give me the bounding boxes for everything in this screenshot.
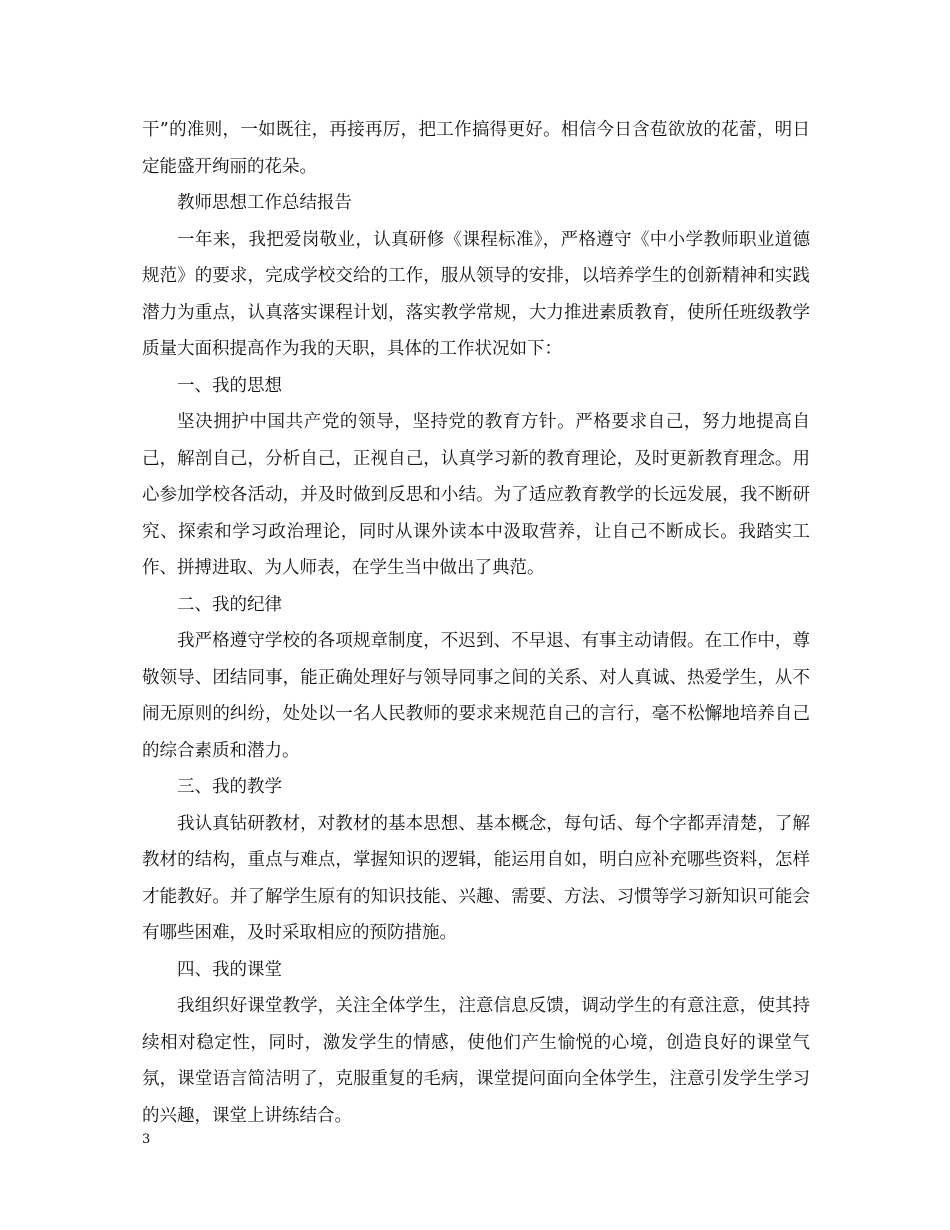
section-heading-thought: 一、我的思想 bbox=[177, 375, 282, 396]
section-heading-discipline: 二、我的纪律 bbox=[177, 594, 282, 615]
document-body bbox=[142, 112, 810, 1134]
paragraph-teaching: 我认真钻研教材，对教材的基本思想、基本概念，每句话、每个字都弄清楚，了解教材的结构，重点与难点，掌握知识的逻辑，能运用自如，明白应补充哪些资料，怎样才能教好。并了解学生原有的知识技能、兴趣、需要、方法、习惯等学习新知识可能会有哪些困难，及时采取相应的预防措施。 bbox=[142, 813, 810, 943]
paragraph-classroom: 我组织好课堂教学，关注全体学生，注意信息反馈，调动学生的有意注意，使其持续相对稳定性，同时，激发学生的情感，使他们产生愉悦的心境，创造良好的课堂气氛，课堂语言简洁明了，克服重复的毛病，课堂提问面向全体学生，注意引发学生学习的兴趣，课堂上讲练结合。 bbox=[142, 996, 810, 1126]
section-heading-teaching: 三、我的教学 bbox=[177, 777, 282, 797]
page-number: 3 bbox=[142, 1132, 151, 1147]
paragraph-thought: 坚决拥护中国共产党的领导，坚持党的教育方针。严格要求自己，努力地提高自己，解剖自己，分析自己，正视自己，认真学习新的教育理论，及时更新教育理念。用心参加学校各活动，并及时做到反思和小结。为了适应教育教学的长远发展，我不断研究、探索和学习政治理论，同时从课外读本中汲取营养，让自己不断成长。我踏实工作、拼搏进取、为人师表，在学生当中做出了典范。 bbox=[142, 412, 810, 578]
paragraph-discipline: 我严格遵守学校的各项规章制度，不迟到、不早退、有事主动请假。在工作中，尊敬领导、团结同事，能正确处理好与领导同事之间的关系、对人真诚、热爱学生，从不闹无原则的纠纷，处处以一名人民教师的要求来规范自己的言行，毫不松懈地培养自己的综合素质和潜力。 bbox=[142, 631, 810, 761]
report-title: 教师思想工作总结报告 bbox=[177, 193, 352, 213]
paragraph-intro: 一年来，我把爱岗敬业，认真研修《课程标准》，严格遵守《中小学教师职业道德规范》的要求，完成学校交给的工作，服从领导的安排，以培养学生的创新精神和实践潜力为重点，认真落实课程计划，落实教学常规，大力推进素质教育，使所任班级教学质量大面积提高作为我的天职，具体的工作状况如下： bbox=[142, 229, 810, 359]
section-heading-classroom: 四、我的课堂 bbox=[177, 959, 282, 980]
paragraph-continuation: 干”的准则，一如既往，再接再厉，把工作搞得更好。相信今日含苞欲放的花蕾，明日定能盛开绚丽的花朵。 bbox=[142, 120, 810, 177]
